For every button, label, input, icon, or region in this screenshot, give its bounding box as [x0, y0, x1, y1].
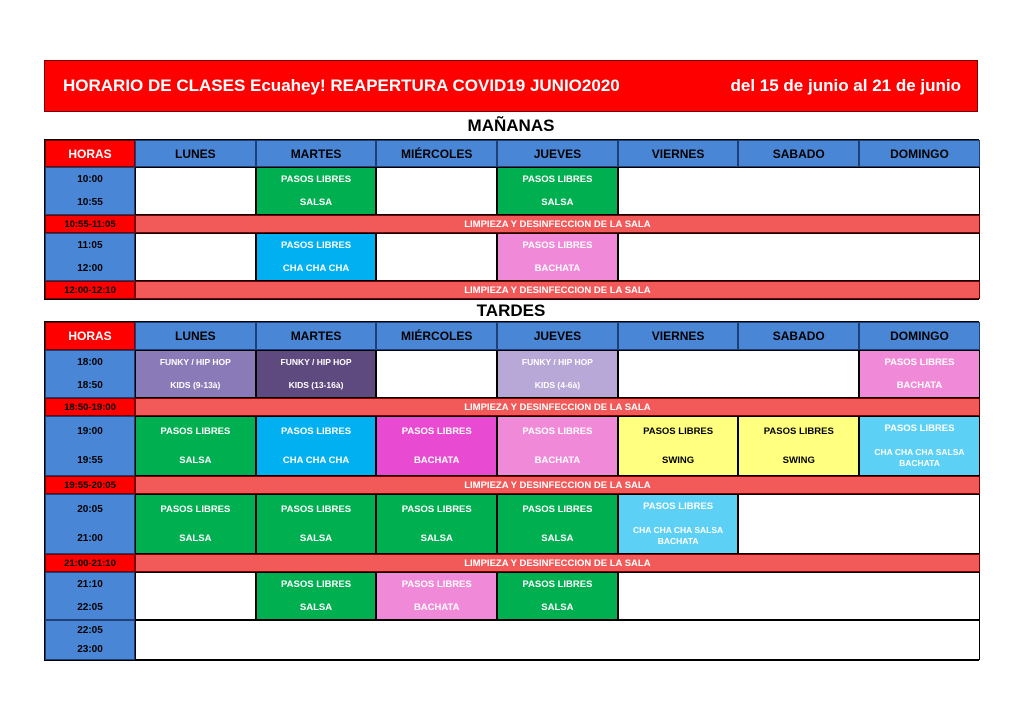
class-cell[interactable]: PASOS LIBRES SALSA	[497, 167, 618, 215]
day-header-miercoles: MIÉRCOLES	[376, 140, 497, 167]
empty-cell	[618, 233, 980, 281]
class-cell[interactable]: PASOS LIBRES BACHATA	[859, 350, 980, 398]
empty-cell	[738, 494, 979, 554]
time-slot: 19:00 19:55	[45, 416, 135, 476]
cleaning-break: LIMPIEZA Y DESINFECCION DE LA SALA	[135, 398, 980, 416]
title-banner	[44, 60, 978, 112]
empty-cell	[618, 350, 859, 398]
time-slot: 18:00 18:50	[45, 350, 135, 398]
date-range: del 15 de junio al 21 de junio	[730, 76, 961, 95]
break-time: 21:00-21:10	[45, 554, 135, 572]
class-cell[interactable]: PASOS LIBRES SALSA	[135, 494, 256, 554]
break-time: 10:55-11:05	[45, 215, 135, 233]
class-cell[interactable]: FUNKY / HIP HOP KIDS (13-16à)	[256, 350, 377, 398]
class-cell[interactable]: PASOS LIBRES SALSA	[497, 572, 618, 620]
empty-cell	[135, 233, 256, 281]
empty-cell	[618, 572, 980, 620]
horas-header: HORAS	[45, 322, 135, 350]
class-cell[interactable]: PASOS LIBRES BACHATA	[497, 233, 618, 281]
page-title: HORARIO DE CLASES Ecuahey! REAPERTURA COVID19 JUNIO2020	[63, 76, 620, 95]
time-slot: 10:00 10:55	[45, 167, 135, 215]
day-header-jueves: JUEVES	[497, 140, 618, 167]
day-header-martes: MARTES	[256, 322, 377, 350]
day-header-domingo: DOMINGO	[859, 322, 980, 350]
day-header-lunes: LUNES	[135, 322, 256, 350]
class-cell[interactable]: PASOS LIBRES BACHATA	[376, 416, 497, 476]
empty-cell	[376, 233, 497, 281]
time-slot: 11:05 12:00	[45, 233, 135, 281]
time-slot: 22:05 23:00	[45, 620, 135, 660]
empty-cell	[135, 167, 256, 215]
class-cell[interactable]: PASOS LIBRES SALSA	[256, 494, 377, 554]
empty-cell	[376, 350, 497, 398]
class-cell[interactable]: PASOS LIBRES SALSA	[497, 494, 618, 554]
cleaning-break: LIMPIEZA Y DESINFECCION DE LA SALA	[135, 215, 980, 233]
day-header-lunes: LUNES	[135, 140, 256, 167]
class-cell[interactable]: PASOS LIBRES CHA CHA CHA	[256, 416, 377, 476]
class-cell[interactable]: PASOS LIBRES SALSA	[376, 494, 497, 554]
time-slot: 21:10 22:05	[45, 572, 135, 620]
empty-cell	[135, 620, 980, 660]
day-header-sabado: SABADO	[738, 140, 859, 167]
class-cell[interactable]: PASOS LIBRES CHA CHA CHA SALSA BACHATA	[618, 494, 739, 554]
empty-cell	[135, 572, 256, 620]
day-header-jueves: JUEVES	[497, 322, 618, 350]
break-time: 12:00-12:10	[45, 281, 135, 299]
class-cell[interactable]: FUNKY / HIP HOP KIDS (4-6à)	[497, 350, 618, 398]
class-cell[interactable]: PASOS LIBRES CHA CHA CHA	[256, 233, 377, 281]
cleaning-break: LIMPIEZA Y DESINFECCION DE LA SALA	[135, 476, 980, 494]
time-slot: 20:05 21:00	[45, 494, 135, 554]
day-header-martes: MARTES	[256, 140, 377, 167]
cleaning-break: LIMPIEZA Y DESINFECCION DE LA SALA	[135, 281, 980, 299]
class-cell[interactable]: PASOS LIBRES BACHATA	[497, 416, 618, 476]
class-cell[interactable]: PASOS LIBRES SALSA	[256, 572, 377, 620]
class-cell[interactable]: FUNKY / HIP HOP KIDS (9-13à)	[135, 350, 256, 398]
empty-cell	[618, 167, 980, 215]
day-header-viernes: VIERNES	[618, 322, 739, 350]
class-cell[interactable]: PASOS LIBRES BACHATA	[376, 572, 497, 620]
day-header-domingo: DOMINGO	[859, 140, 980, 167]
class-cell[interactable]: PASOS LIBRES SWING	[738, 416, 859, 476]
section-title-tardes: TARDES	[476, 301, 546, 320]
break-time: 18:50-19:00	[45, 398, 135, 416]
class-cell[interactable]: PASOS LIBRES SALSA	[256, 167, 377, 215]
day-header-sabado: SABADO	[738, 322, 859, 350]
class-cell[interactable]: PASOS LIBRES SWING	[618, 416, 739, 476]
class-cell[interactable]: PASOS LIBRES CHA CHA CHA SALSA BACHATA	[859, 416, 980, 476]
schedule-mananas	[44, 139, 979, 300]
section-title-mananas: MAÑANAS	[467, 116, 555, 135]
day-header-miercoles: MIÉRCOLES	[376, 322, 497, 350]
schedule-tardes	[44, 321, 979, 661]
empty-cell	[376, 167, 497, 215]
horas-header: HORAS	[45, 140, 135, 167]
class-cell[interactable]: PASOS LIBRES SALSA	[135, 416, 256, 476]
cleaning-break: LIMPIEZA Y DESINFECCION DE LA SALA	[135, 554, 980, 572]
break-time: 19:55-20:05	[45, 476, 135, 494]
day-header-viernes: VIERNES	[618, 140, 739, 167]
